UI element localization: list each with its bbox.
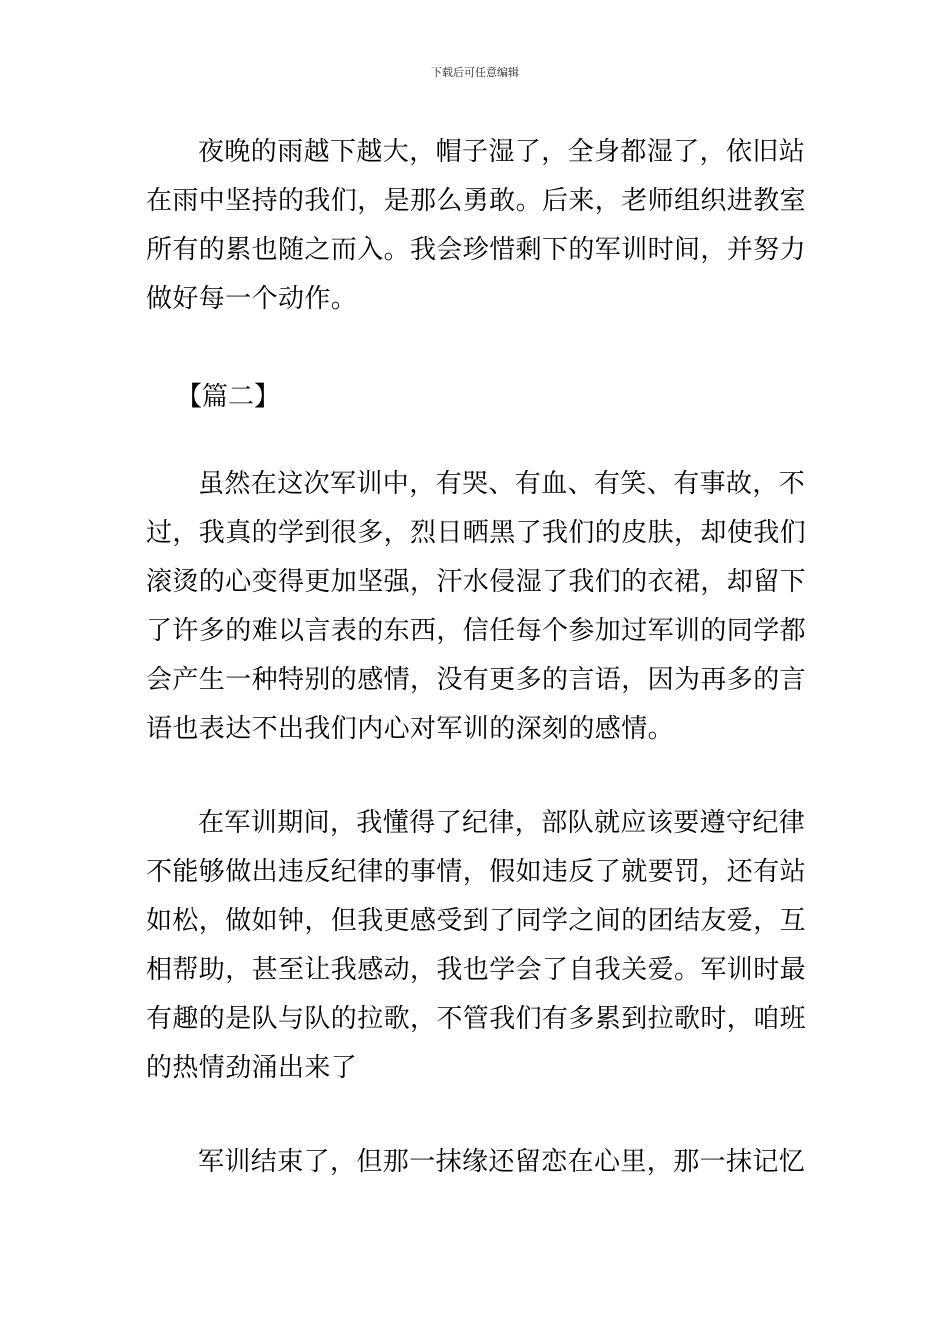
paragraph-2: 虽然在这次军训中，有哭、有血、有笑、有事故，不过，我真的学到很多，烈日晒黑了我们的皮肤，却使我们滚烫的心变得更加坚强，汗水侵湿了我们的衣裙，却留下了许多的难以言表的东西，信任每个参加过军训的同学都会产生一种特别的感情，没有更多的言语，因为再多的言语也表达不出我们内心对军训的深刻的感情。 bbox=[146, 469, 807, 744]
document-body bbox=[146, 128, 806, 1187]
page-header: 下载后可任意编辑 bbox=[431, 66, 519, 79]
paragraph-3: 在军训期间，我懂得了纪律，部队就应该要遵守纪律不能够做出违反纪律的事情，假如违反了就要罚，还有站如松，做如钟，但我更感受到了同学之间的团结友爱，互相帮助，甚至让我感动，我也学会了自我关爱。军训时最有趣的是队与队的拉歌，不管我们有多累到拉歌时，咱班的热情劲涌出来了 bbox=[146, 808, 807, 1083]
spacer bbox=[146, 422, 806, 460]
paragraph-1: 夜晚的雨越下越大，帽子湿了，全身都湿了，依旧站在雨中坚持的我们，是那么勇敢。后来，老师组织进教室所有的累也随之而入。我会珍惜剩下的军训时间，并努力做好每一个动作。 bbox=[146, 137, 807, 314]
spacer bbox=[146, 1093, 806, 1138]
spacer bbox=[146, 324, 806, 373]
paragraph-4: 军训结束了，但那一抹缘还留恋在心里，那一抹记忆 bbox=[198, 1147, 806, 1177]
spacer bbox=[146, 754, 806, 799]
section-heading: 【篇二】 bbox=[176, 382, 281, 412]
